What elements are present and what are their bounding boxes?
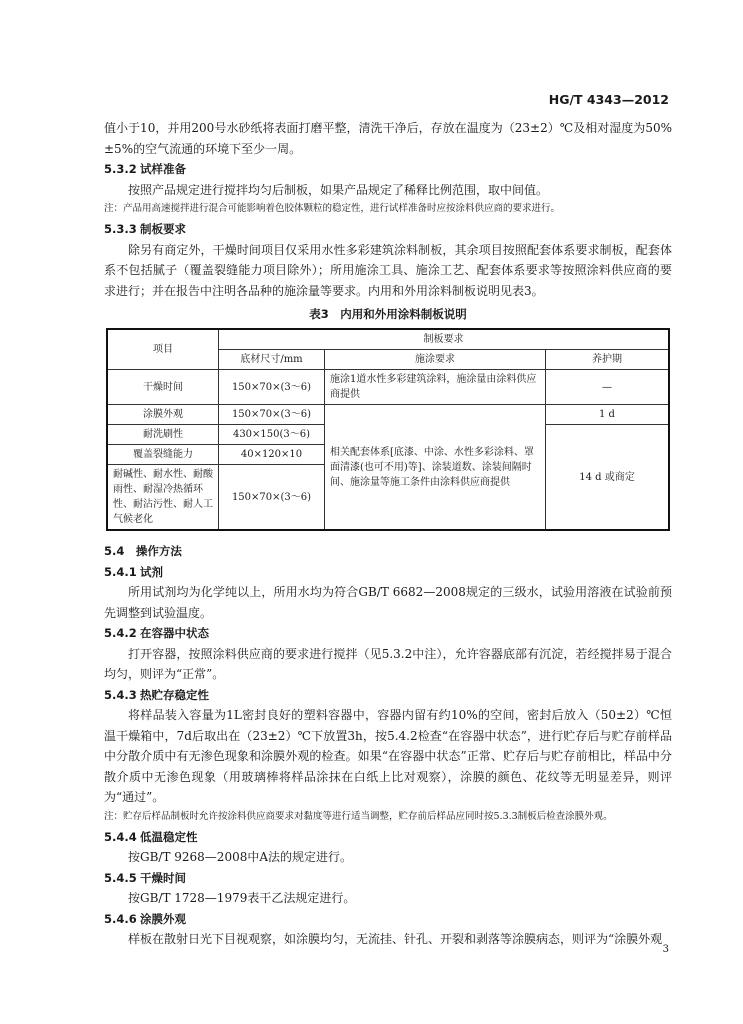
section-heading-5-4-2 xyxy=(104,623,672,644)
section-heading-5-3-3 xyxy=(104,219,672,240)
table-cell: 相关配套体系[底漆、中涂、水性多彩涂料、罩面清漆(也可不用)等]、涂装道数、涂装间隔时间、施涂量等施工条件由涂料供应商提供 xyxy=(325,405,546,531)
section-title: 试剂 xyxy=(140,564,163,579)
intro-paragraph: 值小于10，并用200号水砂纸将表面打磨平整，清洗干净后，存放在温度为（23±2）℃及相对湿度为50%±5%的空气流通的环境下至少一周。 xyxy=(104,121,672,156)
table-row xyxy=(107,405,669,425)
table-cell: 耐碱性、耐水性、耐酸雨性、耐湿冷热循环性、耐沾污性、耐人工气候老化 xyxy=(107,465,219,531)
section-title: 涂膜外观 xyxy=(140,911,186,926)
table-cell: 干燥时间 xyxy=(107,370,219,405)
paragraph-5-4-6: 样板在散射日光下目视观察，如涂膜均匀，无流挂、针孔、开裂和剥落等涂膜病态，则评为“涂膜外观 xyxy=(128,932,663,946)
paragraph-5-4-4: 按GB/T 9268—2008中A法的规定进行。 xyxy=(128,850,353,864)
section-title: 低温稳定性 xyxy=(140,829,198,844)
table-header-row xyxy=(107,329,669,350)
section-heading-5-4-4 xyxy=(104,827,672,848)
document-body xyxy=(104,118,672,950)
table-header-cell: 底材尺寸/mm xyxy=(219,350,325,370)
section-title: 制板要求 xyxy=(140,222,186,236)
table-cell: 1 d xyxy=(546,405,670,425)
paragraph-5-3-2: 按照产品规定进行搅拌均匀后制板，如果产品规定了稀释比例范围，取中间值。 xyxy=(128,182,549,197)
table-cell: 150×70×(3～6) xyxy=(219,370,325,405)
paragraph-5-3-3: 除另有商定外，干燥时间项目仅采用水性多彩建筑涂料制板，其余项目按照配套体系要求制板，配套体系不包括腻子（覆盖裂缝能力项目除外）；所用施涂工具、施涂工艺、配套体系要求等按照涂料供应商的要求进行；并在报告中注明各品种的施涂量等要求。内用和外用涂料制板说明见表3。 xyxy=(104,242,672,298)
table-cell: 覆盖裂缝能力 xyxy=(107,445,219,465)
table-title: 表3 内用和外用涂料制板说明 xyxy=(309,307,467,321)
table-cell: 150×70×(3～6) xyxy=(219,405,325,425)
section-heading-5-3-2 xyxy=(104,159,672,180)
note-5-4-3: 注：贮存后样品制板时允许按涂料供应商要求对黏度等进行适当调整，贮存前后样品应同时按5.3.3制板后检查涂膜外观。 xyxy=(104,810,613,822)
section-title: 热贮存稳定性 xyxy=(140,687,209,702)
section-number: 5.4.3 xyxy=(104,687,137,702)
section-number: 5.3.2 xyxy=(104,162,137,176)
table-cell: 430×150(3～6) xyxy=(219,425,325,445)
table-row xyxy=(107,370,669,405)
section-number: 5.4.4 xyxy=(104,829,137,844)
section-title: 试样准备 xyxy=(140,162,186,176)
panel-preparation-table xyxy=(106,328,670,531)
table-header-cell: 制板要求 xyxy=(219,329,670,350)
table-cell: 施涂1道水性多彩建筑涂料，施涂量由涂料供应商提供 xyxy=(325,370,546,405)
section-heading-5-4-1 xyxy=(104,562,672,583)
page-number: 3 xyxy=(662,944,669,955)
section-number: 5.4.6 xyxy=(104,911,137,926)
paragraph-5-4-2: 打开容器，按照涂料供应商的要求进行搅拌（见5.3.2中注），允许容器底部有沉淀，若经搅拌易于混合均匀，则评为“正常”。 xyxy=(104,646,672,681)
section-heading-5-4: 5.4 操作方法 xyxy=(104,544,182,558)
note-5-3-2: 注：产品用高速搅拌进行混合可能影响着色胶体颗粒的稳定性，进行试样准备时应按涂料供应商的要求进行。 xyxy=(104,203,561,214)
paragraph-5-4-1: 所用试剂均为化学纯以上，所用水均为符合GB/T 6682—2008规定的三级水，试验用溶液在试验前预先调整到试验温度。 xyxy=(104,585,672,620)
table-cell: — xyxy=(546,370,670,405)
section-number: 5.4.5 xyxy=(104,870,137,885)
table-header-cell: 养护期 xyxy=(546,350,670,370)
paragraph-5-4-5: 按GB/T 1728—1979表干乙法规定进行。 xyxy=(128,891,356,905)
section-title: 干燥时间 xyxy=(140,870,186,885)
section-number: 5.3.3 xyxy=(104,222,137,236)
section-heading-5-4-3 xyxy=(104,685,672,706)
table-cell: 耐洗刷性 xyxy=(107,425,219,445)
section-title: 在容器中状态 xyxy=(140,626,209,640)
table-cell: 涂膜外观 xyxy=(107,405,219,425)
section-heading-5-4-6 xyxy=(104,909,672,930)
table-cell: 40×120×10 xyxy=(219,445,325,465)
table-header-cell: 项目 xyxy=(107,329,219,370)
table-header-cell: 施涂要求 xyxy=(325,350,546,370)
section-heading-5-4-5 xyxy=(104,868,672,889)
paragraph-5-4-3: 将样品装入容量为1L密封良好的塑料容器中，容器内留有约10%的空间，密封后放入（50±2）℃恒温干燥箱中，7d后取出在（23±2）℃下放置3h，按5.4.2检查“在容器中状态”，进行贮存后与贮存前样品中分散介质中有无渗色现象和涂膜外观的检查。如果“在容器中状态”正常、贮存后与贮存前相比，样品中分散介质中无渗色现象（用玻璃棒将样品涂抹在白纸上比对观察），涂膜的颜色、花纹等无明显差异，则评为“通过”。 xyxy=(104,708,672,804)
standard-number: HG/T 4343—2012 xyxy=(548,92,669,107)
table-cell: 14 d 或商定 xyxy=(546,425,670,531)
table-cell: 150×70×(3～6) xyxy=(219,465,325,531)
section-number: 5.4.1 xyxy=(104,564,137,579)
section-number: 5.4.2 xyxy=(104,626,137,640)
